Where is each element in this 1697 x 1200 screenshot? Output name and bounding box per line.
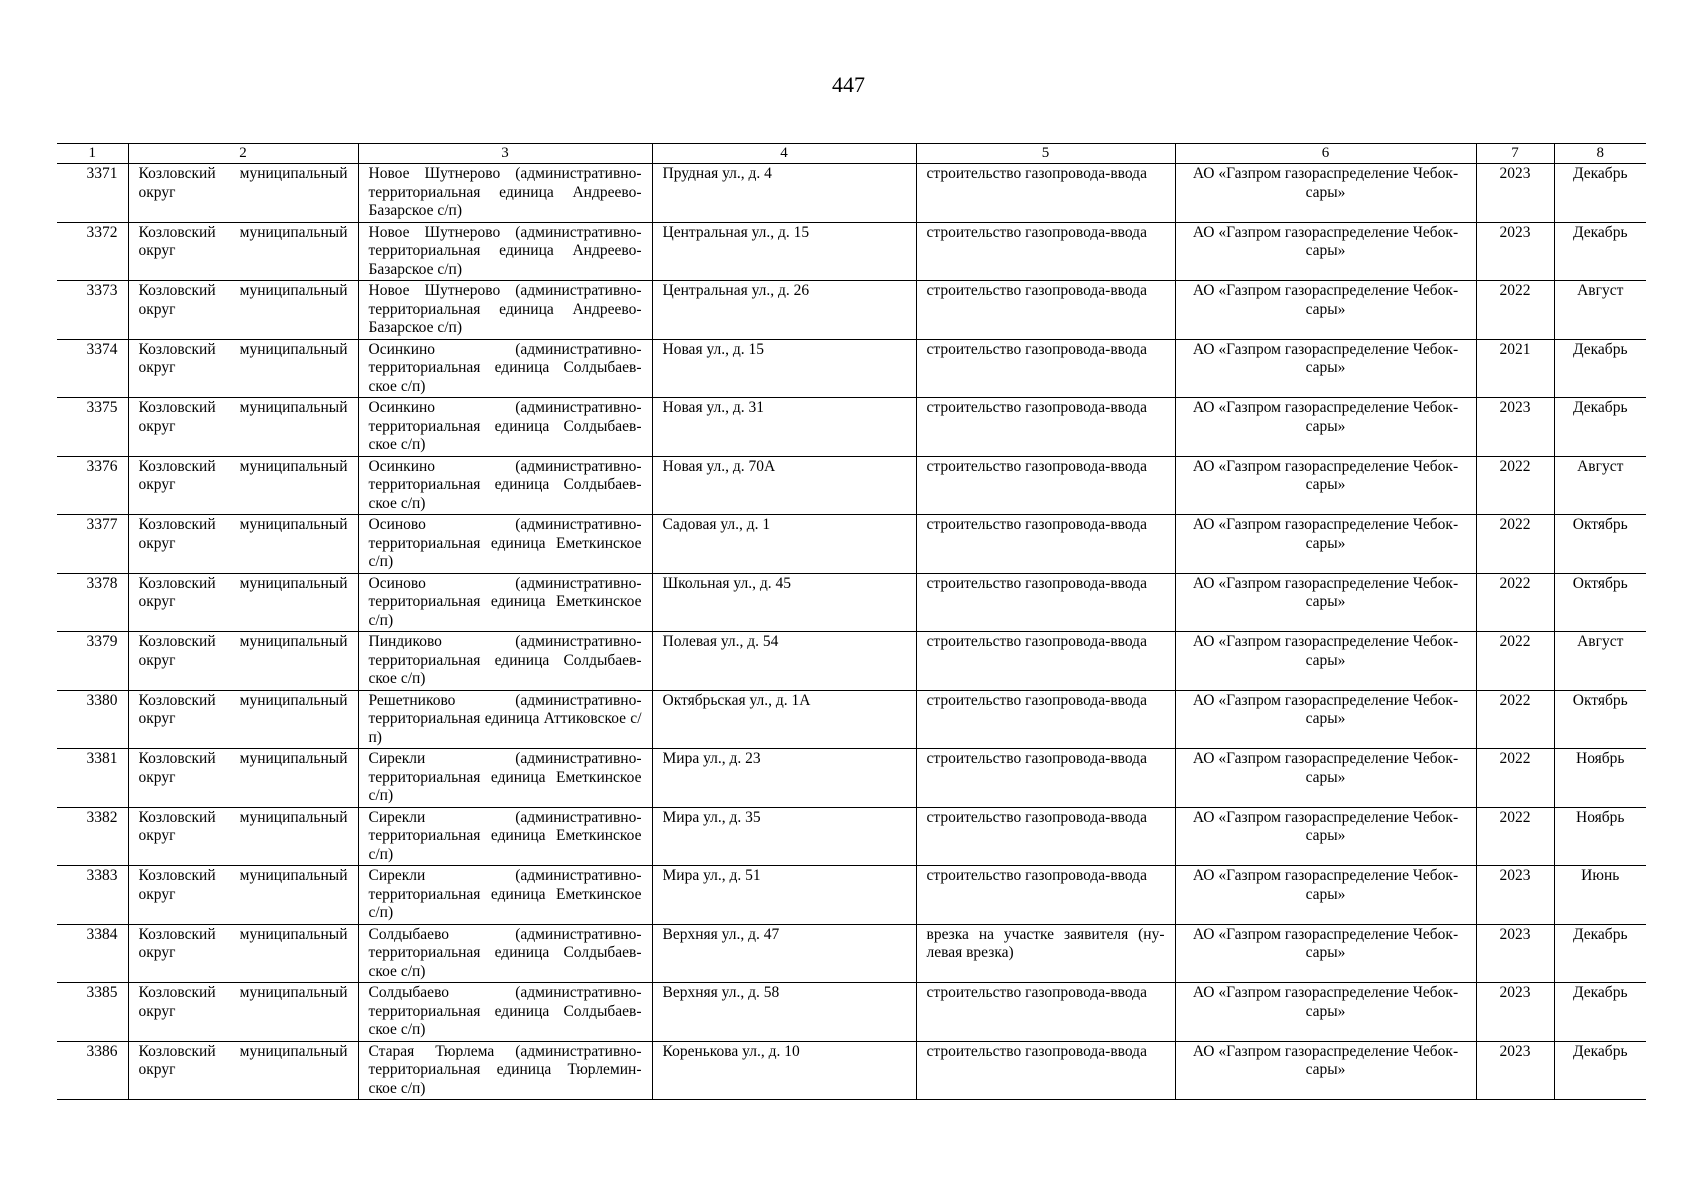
table-row	[57, 456, 1646, 515]
address-cell: Верхняя ул., д. 58	[652, 983, 916, 1042]
header-cell: 1	[57, 144, 128, 164]
address-cell: Мира ул., д. 23	[652, 749, 916, 808]
work-type-cell: врезка на участке заявителя (ну-левая врезка)	[916, 924, 1175, 983]
month-cell: Ноябрь	[1554, 749, 1646, 808]
settlement-cell: Осинкино (административно-территориальная единица Солдыбаев-ское с/п)	[358, 456, 652, 515]
year-cell: 2023	[1476, 1041, 1554, 1100]
header-cell: 3	[358, 144, 652, 164]
district-cell: Козловский муниципальный округ	[128, 690, 358, 749]
table-row	[57, 281, 1646, 340]
district-cell: Козловский муниципальный округ	[128, 924, 358, 983]
row-number-cell: 3383	[57, 866, 128, 925]
settlement-cell: Осинкино (административно-территориальная единица Солдыбаев-ское с/п)	[358, 398, 652, 457]
row-number-cell: 3380	[57, 690, 128, 749]
month-cell: Декабрь	[1554, 983, 1646, 1042]
month-cell: Декабрь	[1554, 1041, 1646, 1100]
district-cell: Козловский муниципальный округ	[128, 515, 358, 574]
table-row	[57, 807, 1646, 866]
table-body	[57, 164, 1646, 1100]
month-cell: Июнь	[1554, 866, 1646, 925]
month-cell: Август	[1554, 281, 1646, 340]
work-type-cell: строительство газопровода-ввода	[916, 398, 1175, 457]
settlement-cell: Осинкино (административно-территориальная единица Солдыбаев-ское с/п)	[358, 339, 652, 398]
year-cell: 2022	[1476, 690, 1554, 749]
month-cell: Октябрь	[1554, 573, 1646, 632]
work-type-cell: строительство газопровода-ввода	[916, 164, 1175, 223]
address-cell: Центральная ул., д. 15	[652, 222, 916, 281]
table-row	[57, 573, 1646, 632]
work-type-cell: строительство газопровода-ввода	[916, 983, 1175, 1042]
organization-cell: АО «Газпром газораспределение Чебок-сары»	[1175, 456, 1476, 515]
month-cell: Октябрь	[1554, 690, 1646, 749]
address-cell: Прудная ул., д. 4	[652, 164, 916, 223]
address-cell: Новая ул., д. 31	[652, 398, 916, 457]
work-type-cell: строительство газопровода-ввода	[916, 573, 1175, 632]
work-type-cell: строительство газопровода-ввода	[916, 1041, 1175, 1100]
header-cell: 2	[128, 144, 358, 164]
month-cell: Декабрь	[1554, 222, 1646, 281]
settlement-cell: Солдыбаево (административно-территориальная единица Солдыбаев-ское с/п)	[358, 924, 652, 983]
table-row	[57, 983, 1646, 1042]
page-number: 447	[832, 72, 865, 97]
row-number-cell: 3382	[57, 807, 128, 866]
organization-cell: АО «Газпром газораспределение Чебок-сары»	[1175, 339, 1476, 398]
organization-cell: АО «Газпром газораспределение Чебок-сары»	[1175, 632, 1476, 691]
district-cell: Козловский муниципальный округ	[128, 573, 358, 632]
work-type-cell: строительство газопровода-ввода	[916, 690, 1175, 749]
month-cell: Декабрь	[1554, 164, 1646, 223]
address-cell: Коренькова ул., д. 10	[652, 1041, 916, 1100]
row-number-cell: 3375	[57, 398, 128, 457]
table-row	[57, 398, 1646, 457]
month-cell: Август	[1554, 632, 1646, 691]
year-cell: 2022	[1476, 515, 1554, 574]
row-number-cell: 3378	[57, 573, 128, 632]
row-number-cell: 3385	[57, 983, 128, 1042]
settlement-cell: Сирекли (административно-территориальная единица Еметкинское с/п)	[358, 866, 652, 925]
year-cell: 2023	[1476, 164, 1554, 223]
row-number-cell: 3384	[57, 924, 128, 983]
table-row	[57, 339, 1646, 398]
month-cell: Август	[1554, 456, 1646, 515]
district-cell: Козловский муниципальный округ	[128, 281, 358, 340]
header-cell: 4	[652, 144, 916, 164]
row-number-cell: 3386	[57, 1041, 128, 1100]
work-type-cell: строительство газопровода-ввода	[916, 515, 1175, 574]
settlement-cell: Сирекли (административно-территориальная единица Еметкинское с/п)	[358, 749, 652, 808]
address-cell: Новая ул., д. 70А	[652, 456, 916, 515]
row-number-cell: 3381	[57, 749, 128, 808]
year-cell: 2022	[1476, 281, 1554, 340]
table-header-row	[57, 144, 1646, 164]
organization-cell: АО «Газпром газораспределение Чебок-сары»	[1175, 983, 1476, 1042]
organization-cell: АО «Газпром газораспределение Чебок-сары»	[1175, 222, 1476, 281]
table-row	[57, 632, 1646, 691]
address-cell: Садовая ул., д. 1	[652, 515, 916, 574]
organization-cell: АО «Газпром газораспределение Чебок-сары»	[1175, 807, 1476, 866]
row-number-cell: 3376	[57, 456, 128, 515]
organization-cell: АО «Газпром газораспределение Чебок-сары»	[1175, 164, 1476, 223]
organization-cell: АО «Газпром газораспределение Чебок-сары»	[1175, 690, 1476, 749]
month-cell: Декабрь	[1554, 398, 1646, 457]
settlement-cell: Осиново (административно-территориальная единица Еметкинское с/п)	[358, 573, 652, 632]
year-cell: 2022	[1476, 749, 1554, 808]
settlement-cell: Новое Шутнерово (административно-территориальная единица Андреево-Базарское с/п)	[358, 222, 652, 281]
address-cell: Центральная ул., д. 26	[652, 281, 916, 340]
work-type-cell: строительство газопровода-ввода	[916, 749, 1175, 808]
row-number-cell: 3371	[57, 164, 128, 223]
table-row	[57, 515, 1646, 574]
district-cell: Козловский муниципальный округ	[128, 222, 358, 281]
month-cell: Ноябрь	[1554, 807, 1646, 866]
address-cell: Верхняя ул., д. 47	[652, 924, 916, 983]
header-cell: 8	[1554, 144, 1646, 164]
year-cell: 2023	[1476, 924, 1554, 983]
settlement-cell: Солдыбаево (административно-территориальная единица Солдыбаев-ское с/п)	[358, 983, 652, 1042]
year-cell: 2023	[1476, 222, 1554, 281]
year-cell: 2022	[1476, 573, 1554, 632]
year-cell: 2022	[1476, 807, 1554, 866]
organization-cell: АО «Газпром газораспределение Чебок-сары»	[1175, 573, 1476, 632]
year-cell: 2022	[1476, 456, 1554, 515]
settlement-cell: Сирекли (административно-территориальная единица Еметкинское с/п)	[358, 807, 652, 866]
header-cell: 7	[1476, 144, 1554, 164]
row-number-cell: 3374	[57, 339, 128, 398]
district-cell: Козловский муниципальный округ	[128, 398, 358, 457]
table-row	[57, 164, 1646, 223]
year-cell: 2021	[1476, 339, 1554, 398]
row-number-cell: 3379	[57, 632, 128, 691]
header-cell: 5	[916, 144, 1175, 164]
work-type-cell: строительство газопровода-ввода	[916, 456, 1175, 515]
organization-cell: АО «Газпром газораспределение Чебок-сары»	[1175, 924, 1476, 983]
district-cell: Козловский муниципальный округ	[128, 749, 358, 808]
work-type-cell: строительство газопровода-ввода	[916, 807, 1175, 866]
year-cell: 2023	[1476, 983, 1554, 1042]
year-cell: 2022	[1476, 632, 1554, 691]
settlement-cell: Пиндиково (административно-территориальная единица Солдыбаев-ское с/п)	[358, 632, 652, 691]
organization-cell: АО «Газпром газораспределение Чебок-сары»	[1175, 1041, 1476, 1100]
settlement-cell: Новое Шутнерово (административно-территориальная единица Андреево-Базарское с/п)	[358, 164, 652, 223]
district-cell: Козловский муниципальный округ	[128, 456, 358, 515]
district-cell: Козловский муниципальный округ	[128, 807, 358, 866]
table-row	[57, 1041, 1646, 1100]
month-cell: Декабрь	[1554, 924, 1646, 983]
row-number-cell: 3377	[57, 515, 128, 574]
work-type-cell: строительство газопровода-ввода	[916, 281, 1175, 340]
district-cell: Козловский муниципальный округ	[128, 632, 358, 691]
work-type-cell: строительство газопровода-ввода	[916, 632, 1175, 691]
table-row	[57, 749, 1646, 808]
work-type-cell: строительство газопровода-ввода	[916, 339, 1175, 398]
address-cell: Октябрьская ул., д. 1А	[652, 690, 916, 749]
table-row	[57, 866, 1646, 925]
organization-cell: АО «Газпром газораспределение Чебок-сары»	[1175, 281, 1476, 340]
district-cell: Козловский муниципальный округ	[128, 164, 358, 223]
table-row	[57, 924, 1646, 983]
settlement-cell: Решетниково (административно-территориальная единица Аттиковское с/п)	[358, 690, 652, 749]
settlement-cell: Старая Тюрлема (административно-территориальная единица Тюрлемин-ское с/п)	[358, 1041, 652, 1100]
table-row	[57, 222, 1646, 281]
month-cell: Октябрь	[1554, 515, 1646, 574]
district-cell: Козловский муниципальный округ	[128, 983, 358, 1042]
address-cell: Школьная ул., д. 45	[652, 573, 916, 632]
table-row	[57, 690, 1646, 749]
year-cell: 2023	[1476, 866, 1554, 925]
header-cell: 6	[1175, 144, 1476, 164]
district-cell: Козловский муниципальный округ	[128, 866, 358, 925]
settlement-cell: Новое Шутнерово (административно-территориальная единица Андреево-Базарское с/п)	[358, 281, 652, 340]
gasification-table	[57, 143, 1646, 1100]
organization-cell: АО «Газпром газораспределение Чебок-сары»	[1175, 866, 1476, 925]
address-cell: Мира ул., д. 35	[652, 807, 916, 866]
address-cell: Мира ул., д. 51	[652, 866, 916, 925]
row-number-cell: 3373	[57, 281, 128, 340]
row-number-cell: 3372	[57, 222, 128, 281]
district-cell: Козловский муниципальный округ	[128, 1041, 358, 1100]
organization-cell: АО «Газпром газораспределение Чебок-сары»	[1175, 398, 1476, 457]
organization-cell: АО «Газпром газораспределение Чебок-сары»	[1175, 515, 1476, 574]
address-cell: Новая ул., д. 15	[652, 339, 916, 398]
year-cell: 2023	[1476, 398, 1554, 457]
work-type-cell: строительство газопровода-ввода	[916, 866, 1175, 925]
work-type-cell: строительство газопровода-ввода	[916, 222, 1175, 281]
settlement-cell: Осиново (административно-территориальная единица Еметкинское с/п)	[358, 515, 652, 574]
district-cell: Козловский муниципальный округ	[128, 339, 358, 398]
organization-cell: АО «Газпром газораспределение Чебок-сары»	[1175, 749, 1476, 808]
month-cell: Декабрь	[1554, 339, 1646, 398]
address-cell: Полевая ул., д. 54	[652, 632, 916, 691]
